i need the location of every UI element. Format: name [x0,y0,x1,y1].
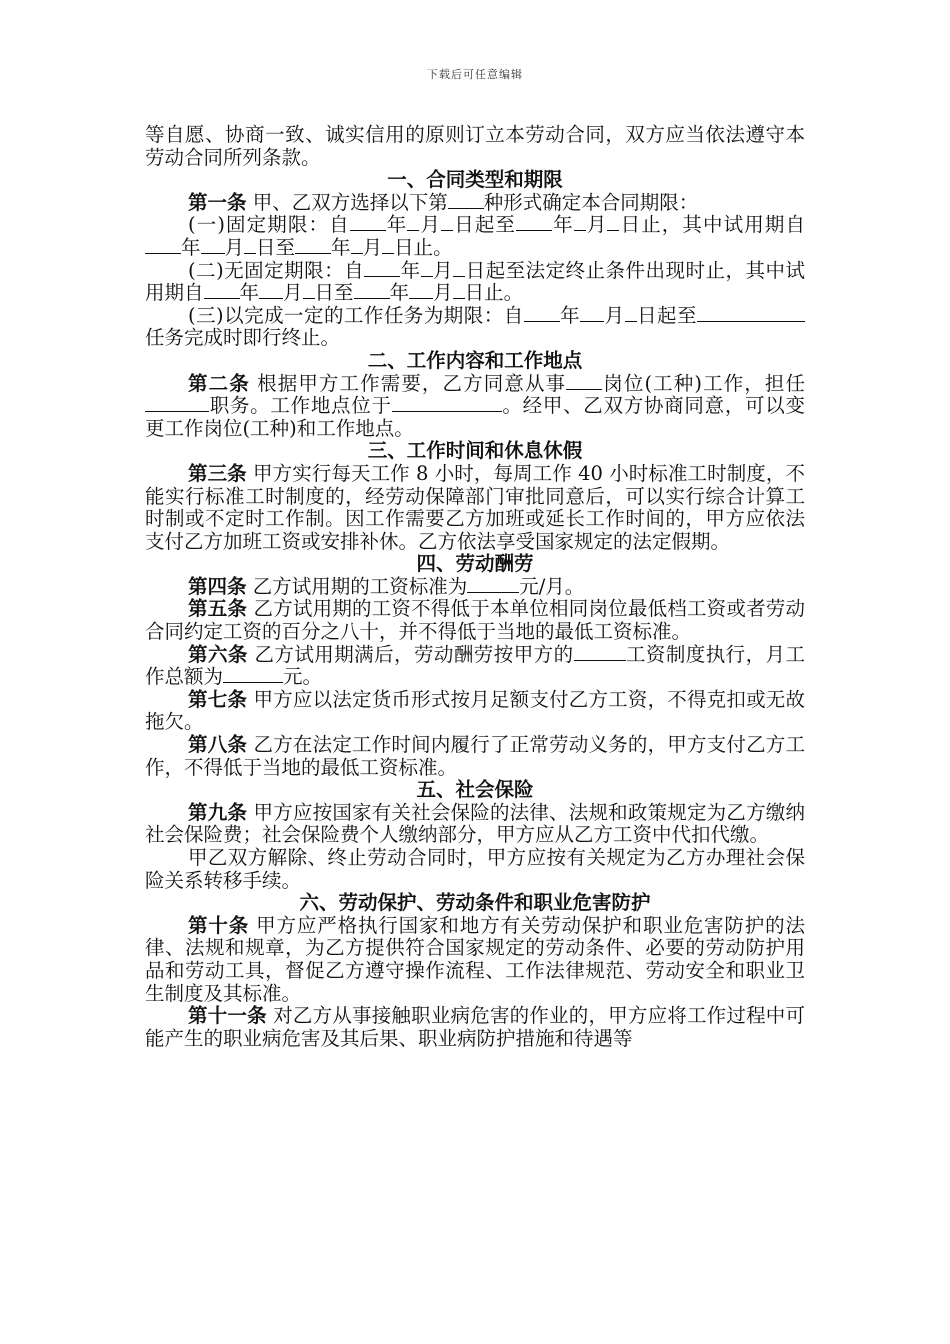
blank-field [566,373,602,390]
blank-field [201,237,225,254]
article-9: 第九条 甲方应按国家有关社会保险的法律、法规和政策规定为乙方缴纳社会保险费；社会保险费个人缴纳部分，甲方应从乙方工资中代扣代缴。 [145,800,805,847]
section-heading: 二、工作内容和工作地点 [367,348,583,372]
article-9-paragraph: 甲乙双方解除、终止劳动合同时，甲方应按有关规定为乙方办理社会保险关系转移手续。 [145,846,805,892]
article-10: 第十条 甲方应严格执行国家和地方有关劳动保护和职业危害防护的法律、法规和规章，为乙方提供符合国家规定的劳动条件、必要的劳动防护用品和劳动工具，督促乙方遵守操作流程、工作法律规范、劳动安全和职业卫生制度及其标准。 [145,913,805,1005]
blank-field [607,214,619,231]
article-label: 第三条 [188,461,247,485]
blank-field [441,214,453,231]
blank-field [753,305,805,322]
blank-field [580,305,604,322]
blank-field [204,282,240,299]
article-2: 第二条 根据甲方工作需要，乙方同意从事 岗位(工种)工作，担任职务。工作地点位于 。经甲、乙双方协商同意，可以变更工作岗位(工种)和工作地点。 [145,371,805,440]
blank-field [407,214,419,231]
blank-field [453,282,465,299]
article-label: 第六条 [188,642,248,666]
term-option-open: (二)无固定期限：自 年 月 日起至法定终止条件出现时止，其中试用期自 年 月 日至 年 月 日止。 [145,258,805,305]
blank-field [382,237,394,254]
blank-field [354,282,390,299]
blank-field [448,192,484,209]
term-option-task: (三)以完成一定的工作任务为期限：自 年 月 日起至任务完成时即行终止。 [145,305,805,350]
blank-field [350,214,386,231]
article-label: 第七条 [188,687,248,711]
blank-field [467,576,519,593]
article-label: 第十一条 [188,1004,267,1028]
blank-field [409,282,433,299]
blank-field [351,237,363,254]
blank-field [145,395,209,412]
section-heading: 五、社会保险 [416,778,534,802]
blank-field [303,282,315,299]
article-label: 第二条 [188,371,250,395]
intro-paragraph: 等自愿、协商一致、诚实信用的原则订立本劳动合同，双方应当依法遵守本劳动合同所列条款。 [145,123,805,169]
blank-field [244,237,256,254]
article-5: 第五条 乙方试用期的工资不得低于本单位相同岗位最低档工资或者劳动合同约定工资的百分之八十，并不得低于当地的最低工资标准。 [145,597,805,644]
blank-field [364,260,400,277]
blank-field [574,214,586,231]
article-6: 第六条 乙方试用期满后，劳动酬劳按甲方的 工资制度执行，月工作总额为 元。 [145,642,805,689]
article-label: 第九条 [188,800,248,824]
section-heading: 三、工作时间和休息休假 [367,439,583,463]
blank-field [516,214,552,231]
article-label: 第五条 [188,597,248,621]
article-label: 第四条 [188,574,247,598]
header-note: 下载后可任意编辑 [427,68,523,81]
blank-field [697,305,753,322]
blank-field [524,305,560,322]
term-option-fixed: (一)固定期限：自 年 月 日起至 年 月 日止，其中试用期自年 月 日至 年 月 日止。 [145,214,805,259]
blank-field [145,237,181,254]
blank-field [421,260,433,277]
blank-field [453,260,465,277]
section-heading: 四、劳动酬劳 [416,552,534,576]
blank-field [574,644,626,661]
article-label: 第一条 [188,190,247,214]
article-11: 第十一条 对乙方从事接触职业病危害的作业的，甲方应将工作过程中可能产生的职业病危害及其后果、职业病防护措施和待遇等 [145,1004,805,1050]
contract-body [145,124,805,1050]
blank-field [295,237,331,254]
blank-field [392,395,502,412]
article-label: 第十条 [188,913,250,937]
article-3: 第三条 甲方实行每天工作 8 小时，每周工作 40 小时标准工时制度，不能实行标准工时制度的，经劳动保障部门审批同意后，可以实行综合计算工时制或不定时工作制。因工作需要乙方加班或延长工作时间的，甲方应依法支付乙方加班工资或安排补休。乙方依法享受国家规定的法定假期。 [145,461,805,553]
blank-field [259,282,283,299]
blank-field [625,305,637,322]
article-4: 第四条 乙方试用期的工资标准为 元/月。 [188,574,585,598]
article-label: 第八条 [188,733,248,757]
section-heading: 一、合同类型和期限 [387,168,563,192]
section-heading: 六、劳动保护、劳动条件和职业危害防护 [299,891,651,915]
article-8: 第八条 乙方在法定工作时间内履行了正常劳动义务的，甲方支付乙方工作，不得低于当地的最低工资标准。 [145,733,805,779]
blank-field [223,666,283,683]
article-1: 第一条 甲、乙双方选择以下第 种形式确定本合同期限： [188,190,699,214]
article-7: 第七条 甲方应以法定货币形式按月足额支付乙方工资，不得克扣或无故拖欠。 [145,687,805,734]
